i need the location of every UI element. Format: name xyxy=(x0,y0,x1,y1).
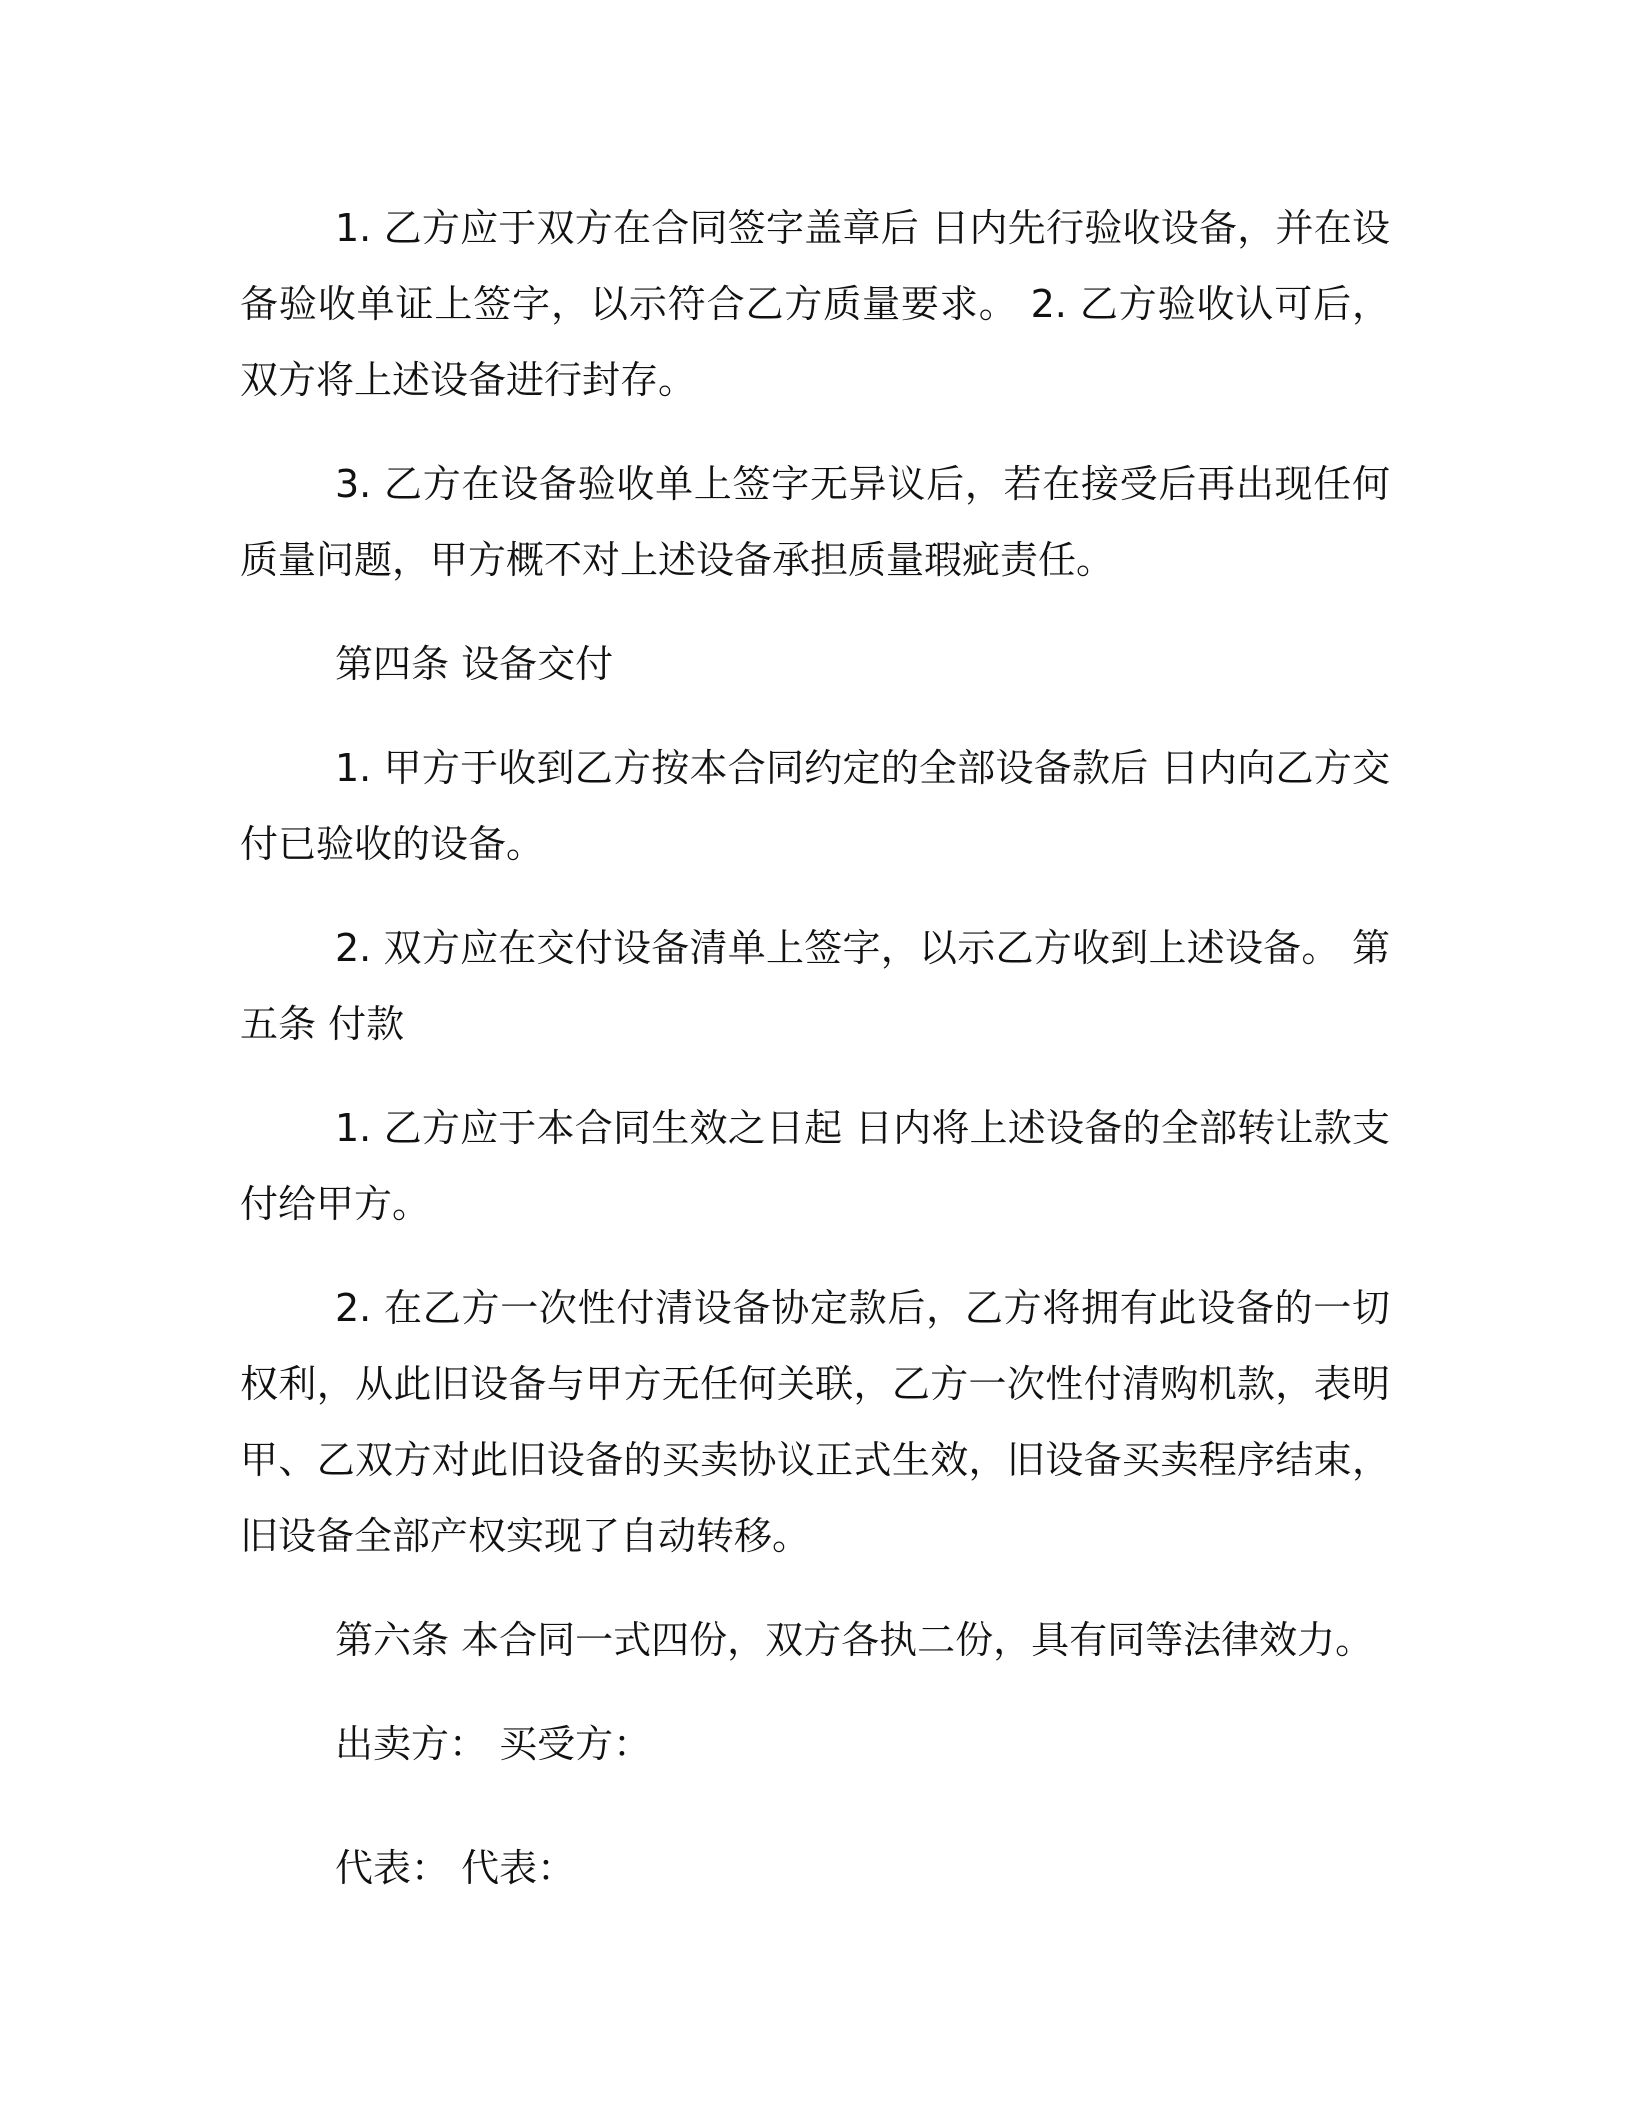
clause-delivery-1: 1. 甲方于收到乙方按本合同约定的全部设备款后 日内向乙方交付已验收的设备。 xyxy=(240,746,1390,866)
clause-acceptance-3: 3. 乙方在设备验收单上签字无异议后，若在接受后再出现任何质量问题，甲方概不对上述设备承担质量瑕疵责任。 xyxy=(240,462,1390,582)
signature-representatives-line: 代表： 代表： xyxy=(335,1846,576,1890)
document-page xyxy=(240,190,1390,1954)
clause-payment-2: 2. 在乙方一次性付清设备协定款后，乙方将拥有此设备的一切权利，从此旧设备与甲方无任何关联，乙方一次性付清购机款，表明甲、乙双方对此旧设备的买卖协议正式生效，旧设备买卖程序结束，旧设备全部产权实现了自动转移。 xyxy=(240,1286,1390,1558)
clause-payment-1: 1. 乙方应于本合同生效之日起 日内将上述设备的全部转让款支付给甲方。 xyxy=(240,1106,1390,1226)
article-6-copies: 第六条 本合同一式四份，双方各执二份，具有同等法律效力。 xyxy=(335,1618,1374,1662)
signature-parties-line: 出卖方： 买受方： xyxy=(335,1722,652,1766)
article-4-heading: 第四条 设备交付 xyxy=(335,642,614,686)
clause-acceptance-1-2: 1. 乙方应于双方在合同签字盖章后 日内先行验收设备，并在设备验收单证上签字，以示符合乙方质量要求。 2. 乙方验收认可后，双方将上述设备进行封存。 xyxy=(240,206,1390,402)
clause-delivery-2: 2. 双方应在交付设备清单上签字，以示乙方收到上述设备。 第五条 付款 xyxy=(240,926,1390,1046)
